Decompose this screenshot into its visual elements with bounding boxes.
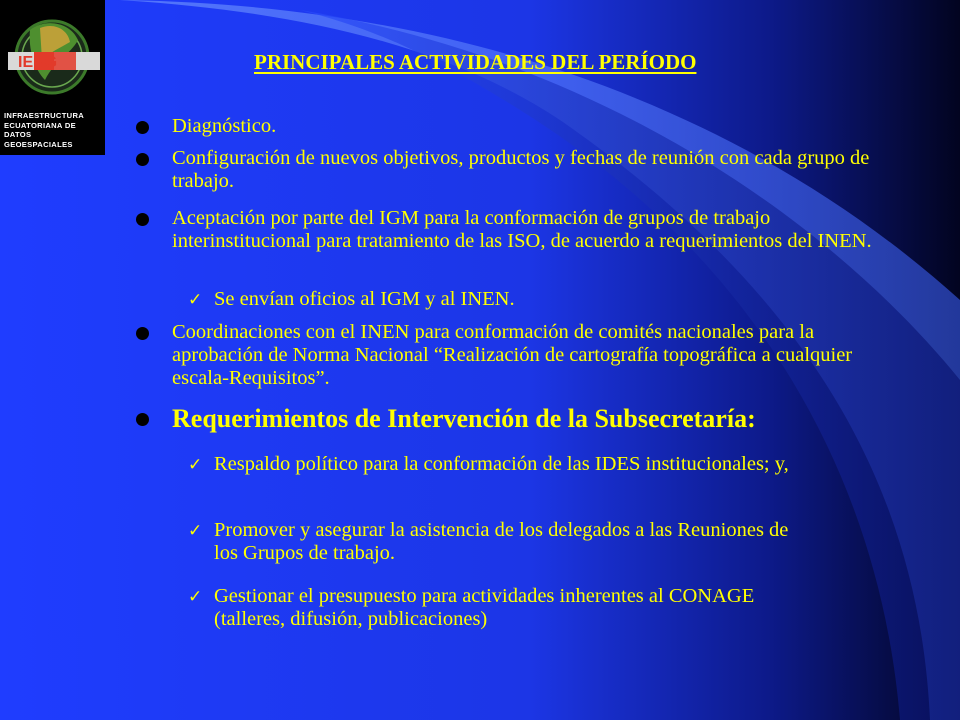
logo-caption xyxy=(4,111,102,149)
requerimiento-promover: Promover y asegurar la asistencia de los delegados a las Reuniones de los Grupos de trabajo. xyxy=(214,519,789,564)
logo-text-line2: ECUATORIANA DE xyxy=(4,120,76,130)
bullet-dot xyxy=(136,121,149,134)
slide-title: PRINCIPALES ACTIVIDADES DEL PERÍODO xyxy=(254,50,697,74)
bullet-item-coordinaciones: Coordinaciones con el INEN para conformación de comités nacionales para la aprobación de Norma Nacional “Realización de cartografía topográfica a cualquier escala-Requisitos”. xyxy=(172,321,853,389)
check-icon: ✓ xyxy=(188,455,203,475)
requerimiento-respaldo: Respaldo político para la conformación de las IDES institucionales; y, xyxy=(214,453,789,475)
bullet-dot xyxy=(136,153,149,166)
requerimiento-presupuesto: Gestionar el presupuesto para actividades inherentes al CONAGE (talleres, difusión, publicaciones) xyxy=(214,585,755,630)
bullet-item-aceptacion: Aceptación por parte del IGM para la conformación de grupos de trabajo interinstitucional para tratamiento de las ISO, de acuerdo a requerimientos del INEN. xyxy=(172,207,872,252)
iedg-logo xyxy=(0,0,105,155)
bullet-item-configuracion: Configuración de nuevos objetivos, productos y fechas de reunión con cada grupo de trabajo. xyxy=(172,147,870,192)
requerimientos-heading: Requerimientos de Intervención de la Subsecretaría: xyxy=(172,404,756,433)
check-icon: ✓ xyxy=(188,290,203,310)
logo-text-line3: DATOS GEOESPACIALES xyxy=(4,130,73,149)
bullet-dot xyxy=(136,213,149,226)
bullet-dot xyxy=(136,413,149,426)
check-icon: ✓ xyxy=(188,521,203,541)
bullet-item-diagnostico: Diagnóstico. xyxy=(172,115,277,137)
check-icon: ✓ xyxy=(188,587,203,607)
bullet-dot xyxy=(136,327,149,340)
svg-text:IEDG: IEDG xyxy=(18,54,58,71)
logo-text-line1: INFRAESTRUCTURA xyxy=(4,111,85,120)
iedg-globe-icon xyxy=(0,0,105,110)
subitem-oficios: Se envían oficios al IGM y al INEN. xyxy=(214,288,515,310)
